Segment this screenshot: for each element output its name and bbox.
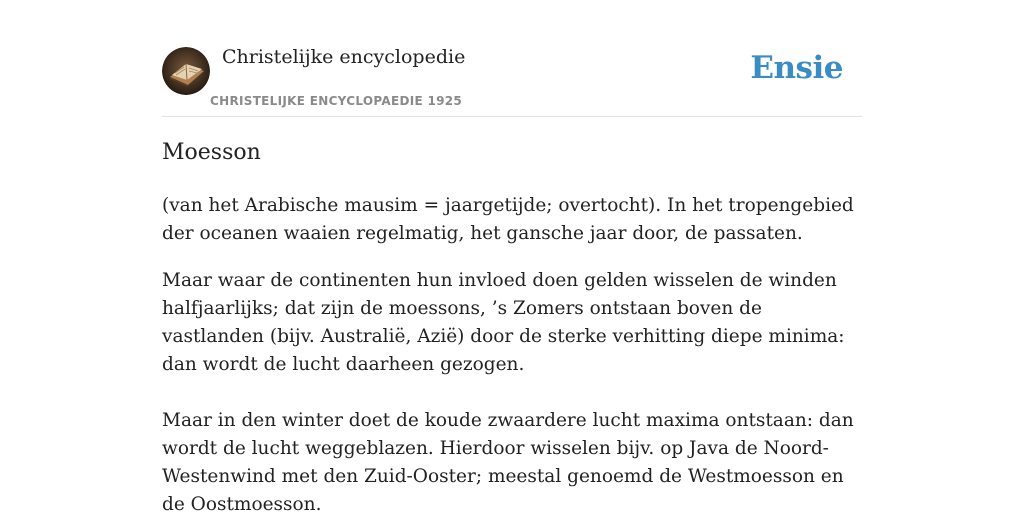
article-paragraph: Maar in den winter doet de koude zwaardere lucht maxima ontstaan: dan wordt de lucht weggeblazen. Hierdoor wisselen bijv. op Java de Noord-Westenwind met den Zuid-Ooster; meestal genoemd de Westmoesson en de Oostmoesson. (162, 410, 854, 515)
article-title: Moesson (162, 140, 261, 165)
brand-logo[interactable]: Ensie (750, 50, 843, 86)
book-photo-icon (162, 47, 210, 95)
article-paragraph: (van het Arabische mausim = jaargetijde; overtocht). In het tropengebied der oceanen waaien regelmatig, het gansche jaar door, de passaten. (162, 195, 854, 244)
article-paragraph: Maar waar de continenten hun invloed doen gelden wisselen de winden halfjaarlijks; dat zijn de moessons, ’s Zomers ontstaan boven de vastlanden (bijv. Australië, Azië) door de sterke verhitting diepe minima: dan wordt de lucht daarheen gezogen. (162, 270, 845, 375)
avatar[interactable] (162, 47, 210, 95)
page-container (162, 0, 862, 515)
site-title[interactable]: Christelijke encyclopedie (222, 46, 466, 68)
site-subtitle[interactable]: CHRISTELIJKE ENCYCLOPAEDIE 1925 (210, 94, 463, 108)
site-header (162, 0, 862, 117)
